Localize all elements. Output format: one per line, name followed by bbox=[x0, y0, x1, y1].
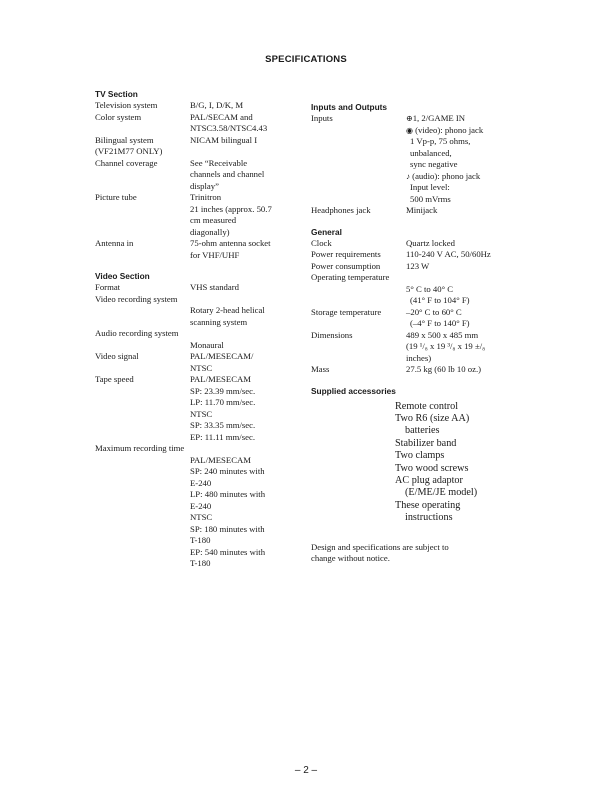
page-title: SPECIFICATIONS bbox=[265, 54, 347, 65]
spec-label: Clock bbox=[311, 237, 332, 248]
spec-label: Antenna in bbox=[95, 238, 134, 248]
spec-value: PAL/MESECAM SP: 23.39 mm/sec. LP: 11.70 mm/sec. NTSC SP: 33.35 mm/sec. EP: 11.11 mm/sec. bbox=[190, 374, 256, 442]
spec-value bbox=[190, 146, 295, 158]
spec-value: PAL/MESECAM SP: 240 minutes with E-240 LP: 480 minutes with E-240 NTSC SP: 180 minutes with T-180 EP: 540 minutes with T-180 bbox=[190, 454, 266, 568]
spec-label: Mass bbox=[311, 364, 330, 374]
list-item: (E/ME/JE model) bbox=[405, 487, 478, 499]
disclaimer-note: Design and specifications are subject to change without notice. bbox=[311, 541, 449, 564]
spec-label: Channel coverage bbox=[95, 157, 158, 168]
spec-row-video-signal bbox=[95, 351, 295, 374]
spec-row-dimensions bbox=[311, 330, 511, 365]
io-section-rows bbox=[311, 113, 511, 217]
spec-value: NICAM bilingual I bbox=[190, 134, 258, 145]
spec-label: Video signal bbox=[95, 351, 139, 361]
spec-label: (VF21M77 ONLY) bbox=[95, 146, 163, 156]
list-item: Two clamps bbox=[395, 450, 445, 462]
spec-value: Trinitron 21 inches (approx. 50.7 cm measured diagonally) bbox=[190, 192, 272, 237]
list-item: Two R6 (size AA) bbox=[395, 412, 470, 424]
spec-row-video-recording-value bbox=[95, 305, 295, 328]
spec-row-mass bbox=[311, 364, 511, 376]
spec-label: Inputs bbox=[311, 113, 333, 123]
spec-row-headphones bbox=[311, 205, 511, 217]
spec-value: 5° C to 40° C (41° F to 104° F) bbox=[406, 283, 470, 305]
spec-row-storage-temperature bbox=[311, 307, 511, 330]
spec-label: Color system bbox=[95, 111, 142, 122]
spec-row-picture-tube bbox=[95, 192, 295, 238]
spec-row-audio-recording-value bbox=[95, 340, 295, 352]
left-column bbox=[95, 89, 295, 570]
page-number: – 2 – bbox=[294, 765, 318, 776]
spec-row-clock bbox=[311, 238, 511, 250]
spec-row-power-consumption bbox=[311, 261, 511, 273]
tv-section-rows bbox=[95, 100, 295, 261]
list-item: Two wood screws bbox=[395, 462, 469, 474]
tv-section-heading: TV Section bbox=[95, 89, 138, 99]
general-section-heading: General bbox=[311, 226, 342, 237]
accessories-section-heading: Supplied accessories bbox=[311, 385, 396, 396]
spec-value: 75-ohm antenna socket for VHF/UHF bbox=[190, 238, 271, 260]
spec-value: VHS standard bbox=[190, 282, 239, 292]
spec-value: PAL/SECAM and NTSC3.58/NTSC4.43 bbox=[190, 111, 268, 133]
spec-label: Power requirements bbox=[311, 249, 381, 259]
spec-row-video-recording bbox=[95, 294, 295, 306]
spec-row-bilingual-note bbox=[95, 146, 295, 158]
input-arrow-icon: ⊕ bbox=[406, 114, 413, 123]
list-item: AC plug adaptor bbox=[395, 474, 463, 486]
spec-row-color-system bbox=[95, 112, 295, 135]
spec-row-operating-temperature bbox=[311, 272, 511, 284]
spec-value: Monaural bbox=[190, 339, 224, 350]
spec-value: 489 x 500 x 485 mm (19 ¹/₈ x 19 ³/₈ x 19 ±/₈ inches) bbox=[406, 329, 486, 363]
spec-value: ⊕1, 2/GAME IN ◉ (video): phono jack 1 Vp-p, 75 ohms, unbalanced, sync negative ♪ (audio): phono jack Input level: 500 mVrms bbox=[406, 113, 484, 204]
spec-value: Quartz locked bbox=[406, 237, 455, 248]
spec-value: Minijack bbox=[406, 205, 438, 215]
music-note-icon: ♪ bbox=[406, 171, 410, 181]
general-section-rows bbox=[311, 238, 511, 376]
list-item: batteries bbox=[405, 425, 440, 437]
accessories-list bbox=[395, 401, 511, 525]
spec-row-format bbox=[95, 282, 295, 294]
spec-row-tape-speed bbox=[95, 374, 295, 443]
spec-label: Storage temperature bbox=[311, 306, 382, 317]
spec-label: Bilingual system bbox=[95, 134, 154, 145]
spec-value: B/G, I, D/K, M bbox=[190, 100, 244, 110]
spec-value: 123 W bbox=[406, 260, 430, 271]
spec-row-television-system bbox=[95, 100, 295, 112]
video-section-heading: Video Section bbox=[95, 271, 150, 281]
spec-value: Rotary 2-head helical scanning system bbox=[190, 305, 265, 327]
spec-value: 27.5 kg (60 lb 10 oz.) bbox=[406, 364, 482, 374]
spec-label: Maximum recording time bbox=[95, 443, 185, 453]
spec-row-audio-recording bbox=[95, 328, 295, 340]
spec-value: 110-240 V AC, 50/60Hz bbox=[406, 249, 491, 259]
spec-row-operating-temperature-value bbox=[311, 284, 511, 307]
spec-label: Format bbox=[95, 282, 121, 292]
video-circle-icon: ◉ bbox=[406, 125, 413, 135]
spec-row-antenna-in bbox=[95, 238, 295, 261]
spec-row-channel-coverage bbox=[95, 158, 295, 193]
spec-label: Operating temperature bbox=[311, 272, 390, 282]
spec-label: Audio recording system bbox=[95, 328, 179, 338]
list-item: These operating bbox=[395, 499, 461, 511]
video-section-rows bbox=[95, 282, 295, 570]
spec-row-bilingual-system bbox=[95, 135, 295, 147]
spec-row-max-recording-value bbox=[95, 455, 295, 570]
spec-label: Television system bbox=[95, 100, 158, 110]
right-column bbox=[311, 102, 511, 565]
spec-row-power-requirements bbox=[311, 249, 511, 261]
spec-value: –20° C to 60° C (–4° F to 140° F) bbox=[406, 306, 470, 328]
spec-label: Tape speed bbox=[95, 374, 134, 384]
spec-value: PAL/MESECAM/ NTSC bbox=[190, 351, 254, 373]
spec-label: Video recording system bbox=[95, 293, 178, 304]
spec-row-max-recording bbox=[95, 443, 295, 455]
io-section-heading: Inputs and Outputs bbox=[311, 102, 388, 112]
spec-value: See “Receivable channels and channel display” bbox=[190, 157, 265, 191]
list-item: Stabilizer band bbox=[395, 437, 457, 449]
spec-label: Power consumption bbox=[311, 260, 381, 271]
spec-row-inputs bbox=[311, 113, 511, 205]
spec-label: Picture tube bbox=[95, 192, 137, 202]
spec-label: Headphones jack bbox=[311, 205, 371, 215]
spec-label: Dimensions bbox=[311, 329, 353, 340]
list-item: Remote control bbox=[395, 400, 459, 412]
list-item: instructions bbox=[405, 512, 453, 524]
